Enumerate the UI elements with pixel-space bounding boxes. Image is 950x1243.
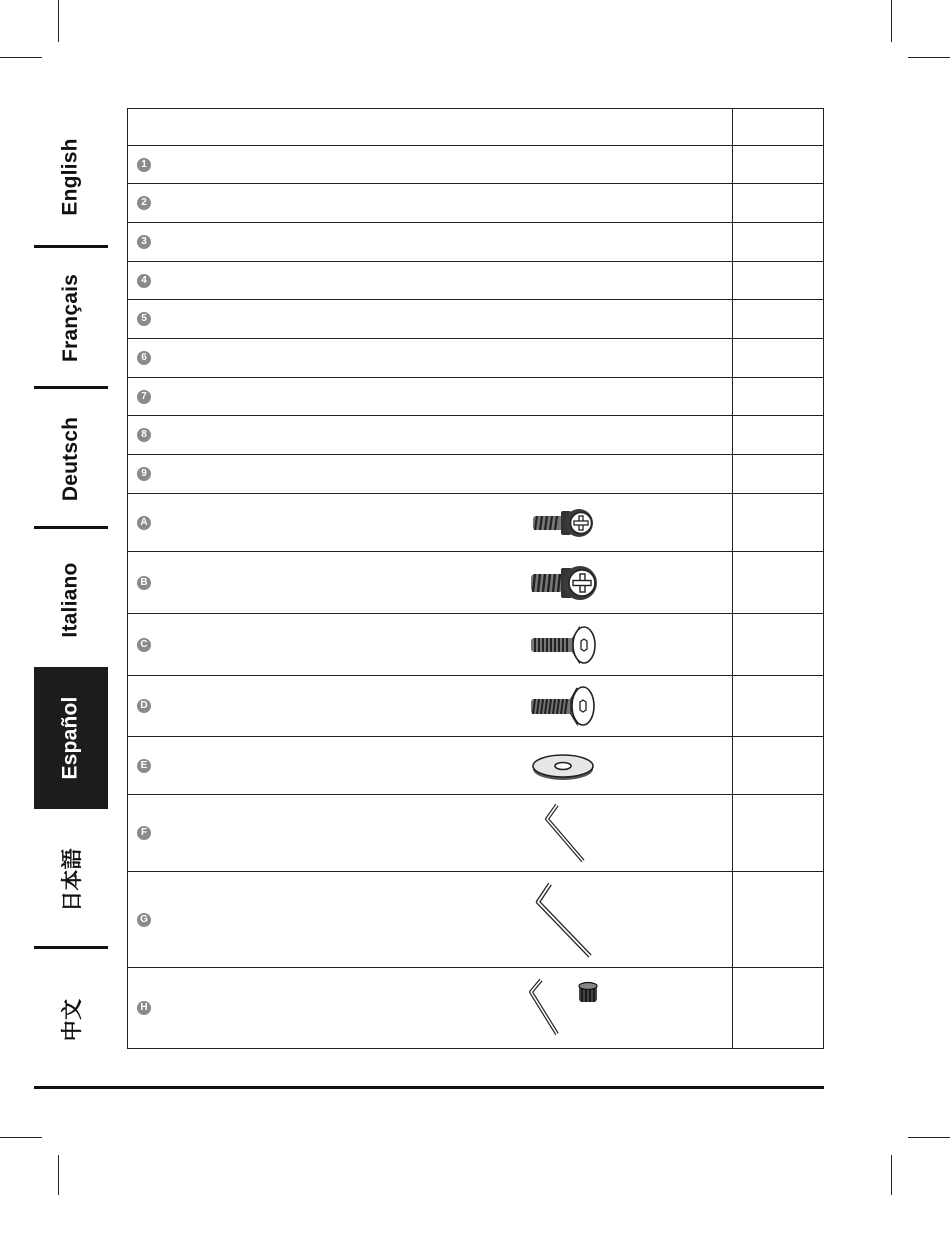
qty-cell bbox=[733, 552, 824, 614]
qty-cell bbox=[733, 968, 824, 1049]
parts-table bbox=[127, 108, 824, 1049]
table-row bbox=[128, 184, 824, 223]
table-row bbox=[128, 968, 824, 1049]
row-id-badge: 3 bbox=[137, 235, 151, 249]
row-id-badge: 9 bbox=[137, 467, 151, 481]
tab-label: 日本語 bbox=[60, 847, 84, 912]
allen-key-small-icon bbox=[518, 795, 608, 871]
qty-cell bbox=[733, 339, 824, 378]
row-id-badge: G bbox=[137, 913, 151, 927]
table-row bbox=[128, 378, 824, 416]
qty-cell bbox=[733, 614, 824, 676]
tab-english[interactable] bbox=[34, 108, 108, 245]
phillips-screw-small-icon bbox=[518, 494, 608, 551]
tab-label: Español bbox=[59, 696, 82, 780]
crop-mark bbox=[891, 1155, 892, 1195]
qty-cell bbox=[733, 300, 824, 339]
tab-label: 中文 bbox=[61, 998, 84, 1042]
row-id-badge: B bbox=[137, 576, 151, 590]
row-id-badge: F bbox=[137, 826, 151, 840]
crop-mark bbox=[908, 1137, 950, 1138]
qty-cell bbox=[733, 416, 824, 455]
row-id-badge: D bbox=[137, 699, 151, 713]
row-id-badge: 2 bbox=[137, 196, 151, 210]
crop-mark bbox=[0, 57, 42, 58]
table-row bbox=[128, 872, 824, 968]
crop-mark bbox=[58, 1155, 59, 1195]
row-id-badge: 8 bbox=[137, 428, 151, 442]
table-row bbox=[128, 614, 824, 676]
tab-separator bbox=[34, 245, 108, 248]
qty-cell bbox=[733, 146, 824, 184]
crop-mark bbox=[891, 0, 892, 42]
table-row bbox=[128, 300, 824, 339]
row-id-badge: 1 bbox=[137, 158, 151, 172]
qty-cell bbox=[733, 378, 824, 416]
row-id-badge: 5 bbox=[137, 312, 151, 326]
table-row bbox=[128, 146, 824, 184]
table-row bbox=[128, 737, 824, 795]
row-id-badge: 7 bbox=[137, 390, 151, 404]
tab-label: English bbox=[59, 137, 82, 216]
table-row bbox=[128, 262, 824, 300]
qty-cell bbox=[733, 184, 824, 223]
table-row bbox=[128, 494, 824, 552]
row-id-badge: H bbox=[137, 1001, 151, 1015]
qty-cell bbox=[733, 795, 824, 872]
qty-cell bbox=[733, 223, 824, 262]
tab-label: Italiano bbox=[59, 561, 82, 638]
allen-key-set-screw-icon bbox=[518, 968, 608, 1048]
qty-cell bbox=[733, 737, 824, 795]
tab-separator bbox=[34, 946, 108, 949]
table-header-row bbox=[128, 109, 824, 146]
tab-label: Deutsch bbox=[59, 416, 83, 502]
hex-socket-screw-long-icon bbox=[518, 676, 608, 736]
row-id-badge: A bbox=[137, 516, 151, 530]
hex-socket-screw-icon bbox=[518, 614, 608, 675]
crop-mark bbox=[58, 0, 59, 42]
table-row bbox=[128, 795, 824, 872]
row-id-badge: 6 bbox=[137, 351, 151, 365]
table-row bbox=[128, 339, 824, 378]
table-row bbox=[128, 416, 824, 455]
tab-deutsch[interactable] bbox=[34, 391, 108, 527]
header-qty-cell bbox=[733, 109, 824, 146]
qty-cell bbox=[733, 872, 824, 968]
tab-francais[interactable] bbox=[34, 250, 108, 386]
table-row bbox=[128, 455, 824, 494]
crop-mark bbox=[908, 57, 950, 58]
qty-cell bbox=[733, 676, 824, 737]
row-id-badge: 4 bbox=[137, 274, 151, 288]
allen-key-large-icon bbox=[518, 872, 608, 967]
crop-mark bbox=[0, 1137, 42, 1138]
tab-chinese[interactable] bbox=[34, 951, 108, 1089]
tab-separator bbox=[34, 386, 108, 389]
header-item-cell bbox=[128, 109, 733, 146]
row-id-badge: C bbox=[137, 638, 151, 652]
phillips-screw-large-icon bbox=[518, 552, 608, 613]
washer-icon bbox=[518, 737, 608, 794]
row-id-badge: E bbox=[137, 759, 151, 773]
table-row bbox=[128, 223, 824, 262]
bottom-rule bbox=[34, 1086, 824, 1089]
qty-cell bbox=[733, 494, 824, 552]
tab-label: Français bbox=[59, 274, 83, 362]
qty-cell bbox=[733, 262, 824, 300]
qty-cell bbox=[733, 455, 824, 494]
table-row bbox=[128, 676, 824, 737]
tab-japanese[interactable] bbox=[34, 813, 108, 946]
tab-espanol[interactable] bbox=[34, 667, 108, 809]
table-row bbox=[128, 552, 824, 614]
tab-italiano[interactable] bbox=[34, 532, 108, 667]
tab-separator bbox=[34, 526, 108, 529]
